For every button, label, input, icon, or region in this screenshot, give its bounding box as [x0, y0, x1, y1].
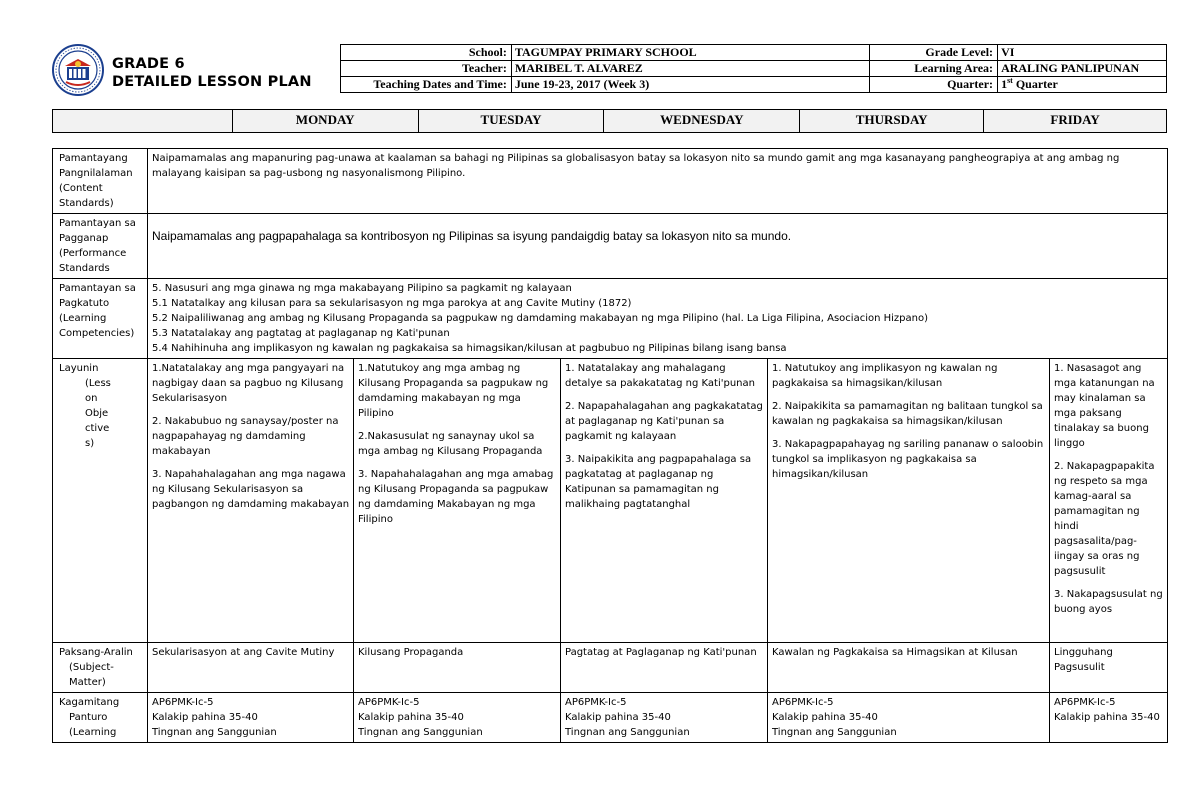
kagamitan-code: AP6PMK-Ic-5 — [358, 697, 420, 708]
objective-item: 2. Nakapagpapakita ng respeto sa mga kamag-aaral sa pamamagitan ng hindi pagsasalita/pag-iingay sa oras ng pagsusulit — [1054, 461, 1155, 577]
kagamitan-wednesday — [561, 693, 768, 743]
kagamitan-kalakip: Kalakip pahina 35-40 — [772, 712, 878, 723]
day-friday: FRIDAY — [984, 110, 1167, 133]
header-row-teacher — [341, 61, 1167, 77]
layunin-wednesday — [561, 359, 768, 643]
objective-item: 1.Natatalakay ang mga pangyayari na nagbigay daan sa pagbuo ng Kilusang Sekularisasyon — [152, 363, 345, 404]
competency-item: 5.4 Nahihinuha ang implikasyon ng kawalan ng pagkakaisa sa himagsikan/kilusan at pagbubuo ng Pilipinas bilang isang bansa — [152, 343, 787, 354]
day-thursday: THURSDAY — [800, 110, 984, 133]
performance-standards-text: Naipamamalas ang pagpapahalaga sa kontribosyon ng Pilipinas sa isyung pandaigdig batay sa lokasyon nito sa mundo. — [148, 214, 1168, 279]
objective-item: 3. Nakapagsusulat ng buong ayos — [1054, 589, 1163, 615]
kagamitan-tingnan: Tingnan ang Sanggunian — [152, 727, 277, 738]
learning-competencies-label: Pamantayan sa Pagkatuto (Learning Competencies) — [53, 279, 148, 359]
paksa-thursday: Kawalan ng Pagkakaisa sa Himagsikan at Kilusan — [768, 643, 1050, 693]
day-monday: MONDAY — [232, 110, 418, 133]
objective-item: 3. Napahahalagahan ang mga nagawa ng Kilusang Sekularisasyon sa pagbangon ng damdaming makabayan — [152, 469, 350, 510]
layunin-tuesday — [354, 359, 561, 643]
kagamitan-kalakip: Kalakip pahina 35-40 — [565, 712, 671, 723]
paksa-monday: Sekularisasyon at ang Cavite Mutiny — [148, 643, 354, 693]
teacher-label: Teacher: — [341, 61, 512, 77]
days-row — [53, 110, 1167, 133]
learning-competencies-list — [148, 279, 1168, 359]
days-header-table — [52, 109, 1167, 133]
kagamitang-sublabel-learning: (Learning — [69, 727, 117, 738]
objective-item: 2.Nakasusulat ng sanaynay ukol sa mga ambag ng Kilusang Propaganda — [358, 431, 543, 457]
teaching-dates-label: Teaching Dates and Time: — [341, 77, 512, 93]
objective-item: 1. Natatalakay ang mahalagang detalye sa pakakatatag ng Kati'punan — [565, 363, 755, 389]
document-title-dlp: DETAILED LESSON PLAN — [112, 74, 312, 90]
header-row-dates — [341, 77, 1167, 93]
layunin-sublabel: (Less on Obje ctive s) — [85, 378, 111, 449]
quarter-label: Quarter: — [870, 77, 998, 93]
kagamitang-sublabel-panturo: Panturo — [69, 712, 108, 723]
row-paksang-aralin — [53, 643, 1168, 693]
layunin-label: Layunin — [59, 363, 99, 374]
objective-item: 3. Nakapagpapahayag ng sariling pananaw o saloobin tungkol sa implikasyon ng pagkakaisa sa himagsikan/kilusan — [772, 439, 1044, 480]
quarter-value — [998, 77, 1167, 93]
paksang-aralin-label-cell — [53, 643, 148, 693]
competency-item: 5.2 Naipaliliwanag ang ambag ng Kilusang Propaganda sa pagpukaw ng damdaming makabayan ng mga Pilipino (hal. La Liga Filipina, Asociacion Hizpano) — [152, 313, 928, 324]
header-info-table — [340, 44, 1167, 93]
school-value: TAGUMPAY PRIMARY SCHOOL — [511, 45, 869, 61]
layunin-monday — [148, 359, 354, 643]
kagamitan-code: AP6PMK-Ic-5 — [565, 697, 627, 708]
content-standards-label: Pamantayang Pangnilalaman (Content Standards) — [53, 149, 148, 214]
kagamitan-tuesday — [354, 693, 561, 743]
lesson-plan-table — [52, 148, 1168, 743]
objective-item: 2. Nakabubuo ng sanaysay/poster na nagpapahayag ng damdaming makabayan — [152, 416, 339, 457]
day-tuesday: TUESDAY — [418, 110, 604, 133]
layunin-thursday — [768, 359, 1050, 643]
objective-item: 2. Napapahalagahan ang pagkakatatag at paglaganap ng Kati'punan sa pagkamit ng kalayaan — [565, 401, 763, 442]
kagamitan-friday — [1050, 693, 1168, 743]
kagamitan-code: AP6PMK-Ic-5 — [1054, 697, 1116, 708]
row-layunin — [53, 359, 1168, 643]
kagamitan-tingnan: Tingnan ang Sanggunian — [772, 727, 897, 738]
paksa-tuesday: Kilusang Propaganda — [354, 643, 561, 693]
deped-seal-logo — [52, 44, 104, 96]
row-kagamitang-panturo — [53, 693, 1168, 743]
kagamitan-kalakip: Kalakip pahina 35-40 — [1054, 712, 1160, 723]
teaching-dates-value: June 19-23, 2017 (Week 3) — [511, 77, 869, 93]
document-title-grade: GRADE 6 — [112, 56, 185, 72]
layunin-label-cell — [53, 359, 148, 643]
row-performance-standards — [53, 214, 1168, 279]
objective-item: 3. Napahahalagahan ang mga amabag ng Kilusang Propaganda sa pagpukaw ng damdaming Makabayan ng mga Filipino — [358, 469, 554, 525]
quarter-number: 1 — [1001, 77, 1008, 91]
kagamitan-code: AP6PMK-Ic-5 — [772, 697, 834, 708]
kagamitan-kalakip: Kalakip pahina 35-40 — [152, 712, 258, 723]
row-content-standards — [53, 149, 1168, 214]
objective-item: 1. Natutukoy ang implikasyon ng kawalan ng pagkakaisa sa himagsikan/kilusan — [772, 363, 998, 389]
day-blank-cell — [53, 110, 233, 133]
kagamitan-monday — [148, 693, 354, 743]
competency-item: 5. Nasusuri ang mga ginawa ng mga makabayang Pilipino sa pagkamit ng kalayaan — [152, 283, 572, 294]
layunin-friday — [1050, 359, 1168, 643]
kagamitan-kalakip: Kalakip pahina 35-40 — [358, 712, 464, 723]
kagamitan-tingnan: Tingnan ang Sanggunian — [358, 727, 483, 738]
teacher-value: MARIBEL T. ALVAREZ — [511, 61, 869, 77]
objective-item: 2. Naipakikita sa pamamagitan ng balitaan tungkol sa kawalan ng pagkakaisa sa himagsikan/kilusan — [772, 401, 1043, 427]
grade-level-label: Grade Level: — [870, 45, 998, 61]
performance-standards-label: Pamantayan sa Pagganap (Performance Standards — [53, 214, 148, 279]
day-wednesday: WEDNESDAY — [604, 110, 800, 133]
row-learning-competencies — [53, 279, 1168, 359]
objective-item: 3. Naipakikita ang pagpapahalaga sa pagkatatag at paglaganap ng Katipunan sa pamamagitan ng malikhaing pagtatanghal — [565, 454, 752, 510]
quarter-word: Quarter — [1012, 77, 1058, 91]
paksang-aralin-label: Paksang-Aralin — [59, 647, 133, 658]
paksang-aralin-sublabel: (Subject-Matter) — [69, 662, 114, 688]
kagamitan-code: AP6PMK-Ic-5 — [152, 697, 214, 708]
kagamitang-label: Kagamitang — [59, 697, 120, 708]
objective-item: 1.Natutukoy ang mga ambag ng Kilusang Propaganda sa pagpukaw ng damdaming makabayan ng mga Pilipino — [358, 363, 549, 419]
quarter-suffix: st — [1007, 76, 1013, 85]
kagamitan-tingnan: Tingnan ang Sanggunian — [565, 727, 690, 738]
grade-level-value: VI — [998, 45, 1167, 61]
school-label: School: — [341, 45, 512, 61]
kagamitan-thursday — [768, 693, 1050, 743]
paksa-wednesday: Pagtatag at Paglaganap ng Kati'punan — [561, 643, 768, 693]
objective-item: 1. Nasasagot ang mga katanungan na may kinalaman sa mga paksang tinalakay sa buong linggo — [1054, 363, 1155, 449]
competency-item: 5.3 Natatalakay ang pagtatag at paglaganap ng Kati'punan — [152, 328, 450, 339]
header-row-school — [341, 45, 1167, 61]
learning-area-value: ARALING PANLIPUNAN — [998, 61, 1167, 77]
learning-area-label: Learning Area: — [870, 61, 998, 77]
competency-item: 5.1 Natatalkay ang kilusan para sa sekularisasyon ng mga parokya at ang Cavite Mutiny (1872) — [152, 298, 632, 309]
content-standards-text: Naipamamalas ang mapanuring pag-unawa at kaalaman sa bahagi ng Pilipinas sa globalisasyon batay sa lokasyon nito sa mundo gamit ang mga kasanayang pangheograpiya at ang ambag ng malayang kaisipan sa pag-usbong ng nasyonalismong Pilipino. — [148, 149, 1168, 214]
kagamitang-label-cell — [53, 693, 148, 743]
paksa-friday: Lingguhang Pagsusulit — [1050, 643, 1168, 693]
